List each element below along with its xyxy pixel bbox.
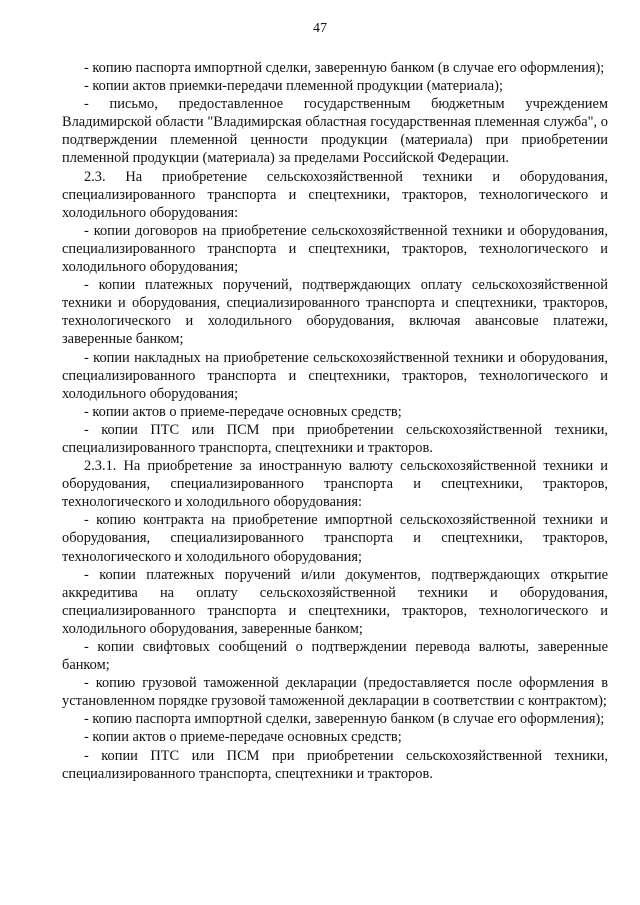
page-number: 47 <box>313 21 327 36</box>
paragraph-acceptance-acts: - копии актов приемки-передачи племенной продукции (материала); <box>84 78 503 95</box>
paragraph-payment-orders: - копии платежных поручений, подтверждающих оплату сельскохозяйственной техники и оборудования, специализированного транспорта и спецтехники, тракторов, технологического и холодильного оборудования, включая авансовые платежи, заверенные банком; <box>62 277 608 348</box>
paragraph-fixed-assets-acts: - копии актов о приеме-передаче основных средств; <box>84 403 402 420</box>
paragraph-customs-declaration: - копию грузовой таможенной декларации (предоставляется после оформления в установленном порядке грузовой таможенной декларации в соответствии с контрактом); <box>62 675 608 710</box>
paragraph-passport-copy: - копию паспорта импортной сделки, заверенную банком (в случае его оформления); <box>84 60 605 76</box>
section-2-3-1-heading: 2.3.1. На приобретение за иностранную валюту сельскохозяйственной техники и оборудования, специализированного транспорта и спецтехники, тракторов, технологического и холодильного оборудования: <box>62 458 608 511</box>
paragraph-pts-psm-2: - копии ПТС или ПСМ при приобретении сельскохозяйственной техники, специализированного транспорта, спецтехники и тракторов. <box>62 747 608 782</box>
paragraph-letter-of-credit: - копии платежных поручений и/или документов, подтверждающих открытие аккредитива на оплату сельскохозяйственной техники и оборудования, специализированного транспорта и спецтехники, тракторов, технологического и холодильного оборудования, заверенные банком; <box>62 566 608 637</box>
paragraph-passport-copy-2: - копию паспорта импортной сделки, заверенную банком (в случае его оформления); <box>84 711 605 728</box>
paragraph-fixed-assets-acts-2: - копии актов о приеме-передаче основных средств; <box>84 729 402 746</box>
paragraph-invoices-copy: - копии накладных на приобретение сельскохозяйственной техники и оборудования, специализированного транспорта и спецтехники, тракторов, технологического и холодильного оборудования; <box>62 349 608 402</box>
paragraph-import-contract: - копию контракта на приобретение импортной сельскохозяйственной техники и оборудования, специализированного транспорта и спецтехники, тракторов, технологического и холодильного оборудования; <box>62 512 608 565</box>
section-2-3-heading: 2.3. На приобретение сельскохозяйственной техники и оборудования, специализированного транспорта и спецтехники, тракторов, технологического и холодильного оборудования: <box>62 168 608 221</box>
paragraph-contracts-copy: - копии договоров на приобретение сельскохозяйственной техники и оборудования, специализированного транспорта и спецтехники, тракторов, технологического и холодильного оборудования; <box>62 222 608 276</box>
document-body <box>62 59 608 783</box>
paragraph-breeding-letter: - письмо, предоставленное государственным бюджетным учреждением Владимирской области "Владимирская областная государственная племенная служба", о подтверждении племенной ценности продукции (материала) при приобретении племенной продукции (материала) за пределами Российской Федерации. <box>62 96 608 167</box>
paragraph-pts-psm: - копии ПТС или ПСМ при приобретении сельскохозяйственной техники, специализированного транспорта, спецтехники и тракторов. <box>62 421 608 456</box>
paragraph-swift-messages: - копии свифтовых сообщений о подтверждении перевода валюты, заверенные банком; <box>62 639 608 674</box>
